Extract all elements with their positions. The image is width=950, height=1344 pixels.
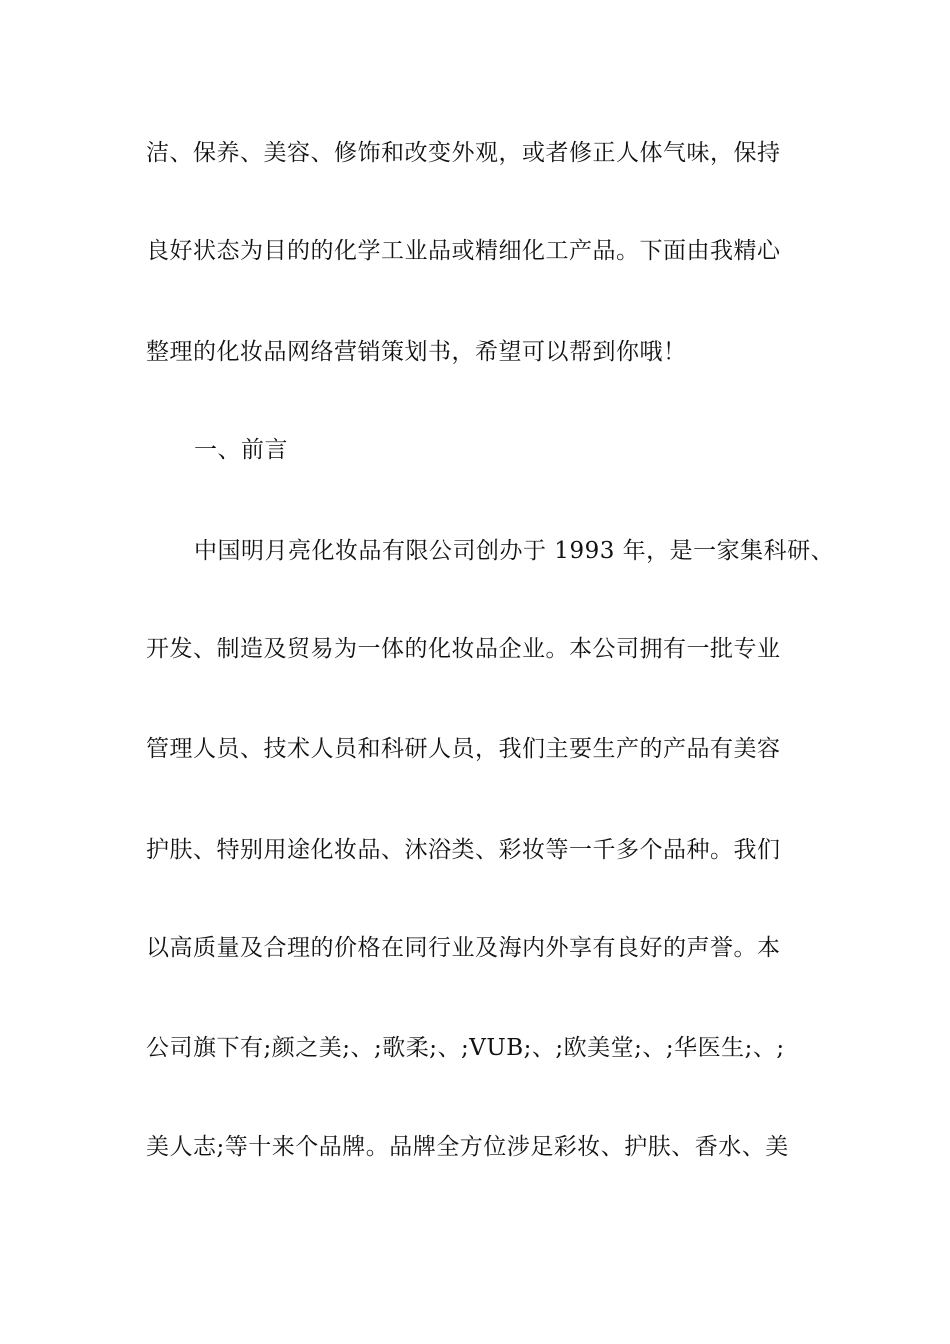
paragraph-line: 洁、保养、美容、修饰和改变外观，或者修正人体气味，保持 bbox=[146, 140, 781, 166]
paragraph-line: 护肤、特别用途化妆品、沐浴类、彩妆等一千多个品种。我们 bbox=[146, 837, 781, 863]
paragraph-line: 整理的化妆品网络营销策划书，希望可以帮到你哦！ bbox=[146, 339, 687, 365]
paragraph-line: 管理人员、技术人员和科研人员，我们主要生产的产品有美容 bbox=[146, 736, 781, 762]
paragraph-line: 公司旗下有;颜之美;、;歌柔;、;VUB;、;欧美堂;、;华医生;、; bbox=[146, 1035, 785, 1061]
paragraph-line: 美人志;等十来个品牌。品牌全方位涉足彩妆、护肤、香水、美 bbox=[146, 1134, 789, 1160]
section-heading: 一、前言 bbox=[194, 437, 288, 463]
paragraph-line: 良好状态为目的的化学工业品或精细化工产品。下面由我精心 bbox=[146, 238, 781, 264]
paragraph-line: 以高质量及合理的价格在同行业及海内外享有良好的声誉。本 bbox=[146, 935, 781, 961]
paragraph-line: 开发、制造及贸易为一体的化妆品企业。本公司拥有一批专业 bbox=[146, 636, 781, 662]
paragraph-line: 中国明月亮化妆品有限公司创办于 1993 年，是一家集科研、 bbox=[194, 538, 835, 564]
